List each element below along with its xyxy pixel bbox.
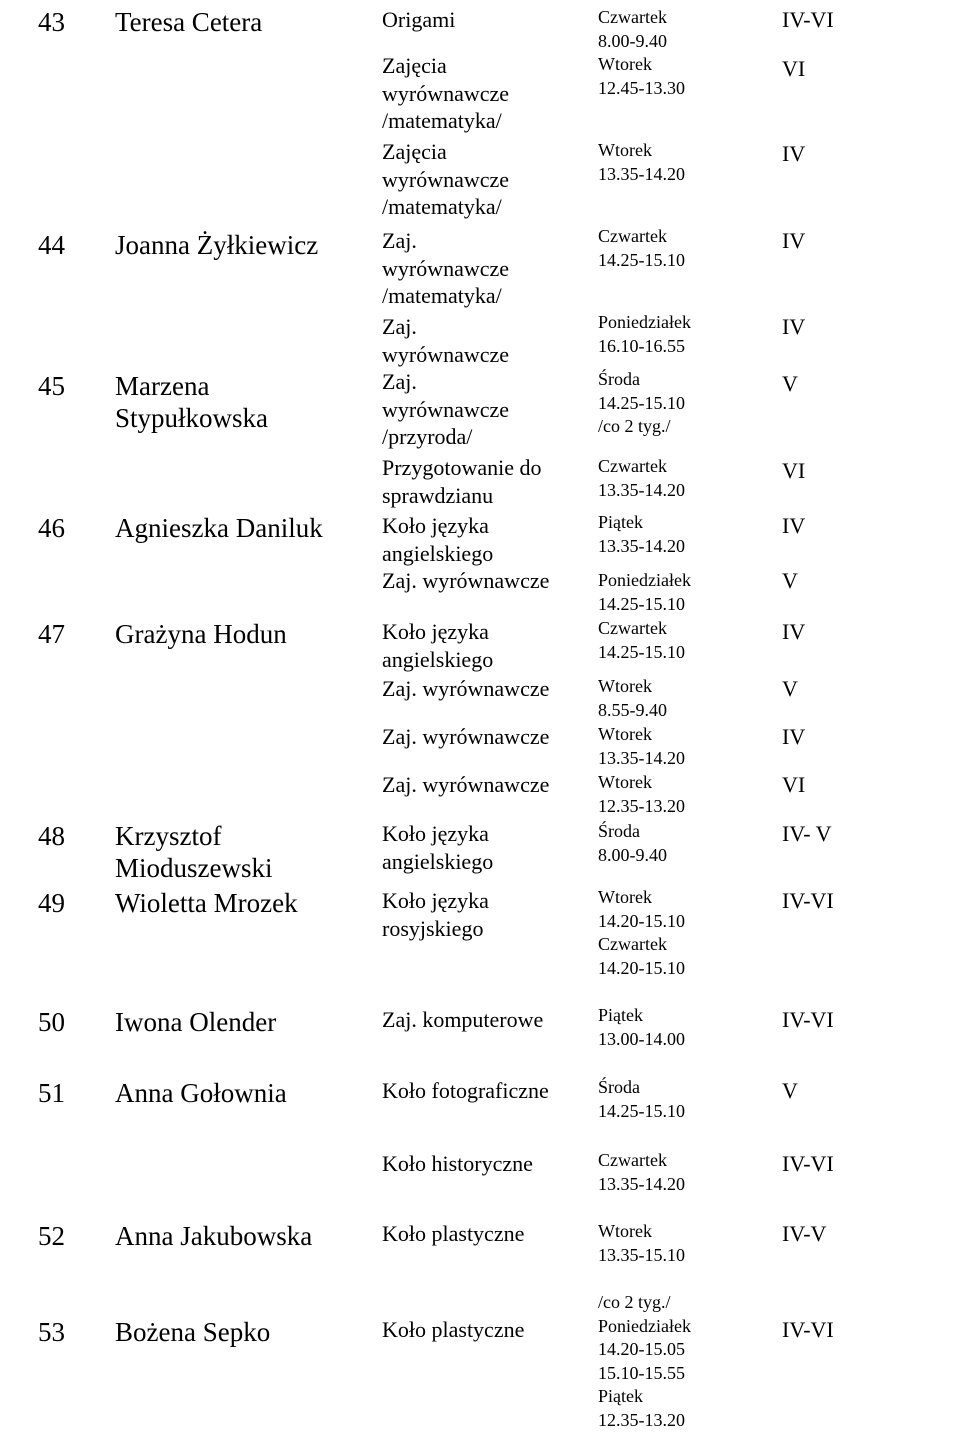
teacher-name: Anna Jakubowska [115,1221,313,1251]
class-range: IV [782,513,806,538]
activity-name: Koło plastyczne [382,1317,525,1342]
class-range: IV-VI [782,7,834,32]
schedule-time: Piątek 13.00-14.00 [598,1005,685,1049]
schedule-time: Środa 14.25-15.10 [598,1077,685,1121]
activity-name: Origami [382,7,456,32]
schedule-time: Piątek 13.35-14.20 [598,512,685,556]
row-number: 47 [38,619,65,649]
teacher-name: Joanna Żyłkiewicz [115,230,319,260]
schedule-time: Wtorek 13.35-14.20 [598,724,685,768]
schedule-time: Poniedziałek 14.25-15.10 [598,570,691,614]
class-range: VI [782,772,806,797]
row-number: 45 [38,371,65,401]
activity-name: Zaj. wyrównawcze [382,772,550,797]
activity-name: Koło fotograficzne [382,1078,549,1103]
activity-name: Koło plastyczne [382,1221,525,1246]
class-range: V [782,1078,798,1103]
class-range: VI [782,56,806,81]
class-range: IV [782,724,806,749]
schedule-time: Wtorek 13.35-14.20 [598,140,685,184]
teacher-name: Iwona Olender [115,1007,277,1037]
activity-name: Koło języka angielskiego [382,821,494,874]
schedule-time: Wtorek 13.35-15.10 [598,1221,685,1265]
row-number: 44 [38,230,65,260]
class-range: VI [782,458,806,483]
class-range: IV-V [782,1221,827,1246]
class-range: V [782,676,798,701]
activity-name: Koło historyczne [382,1151,533,1176]
class-range: IV [782,228,806,253]
row-number: 43 [38,7,65,37]
activity-name: Przygotowanie do sprawdzianu [382,455,542,508]
teacher-name: Marzena Stypułkowska [115,371,269,433]
teacher-name: Anna Gołownia [115,1078,287,1108]
row-number: 48 [38,821,65,851]
activity-name: Zajęcia wyrównawcze /matematyka/ [382,53,510,133]
row-number: 53 [38,1317,65,1347]
activity-name: Zaj. komputerowe [382,1007,544,1032]
class-range: IV-VI [782,1151,834,1176]
class-range: IV [782,141,806,166]
row-number: 50 [38,1007,65,1037]
teacher-name: Bożena Sepko [115,1317,271,1347]
teacher-name: Agnieszka Daniluk [115,513,323,543]
class-range: IV [782,619,806,644]
class-range: V [782,568,798,593]
row-number: 49 [38,888,65,918]
activity-name: Zaj. wyrównawcze [382,724,550,749]
class-range: IV- V [782,821,832,846]
class-range: V [782,371,798,396]
schedule-time: Wtorek 8.55-9.40 [598,676,667,720]
schedule-time: Czwartek 13.35-14.20 [598,456,685,500]
activity-name: Zaj. wyrównawcze [382,568,550,593]
activity-name: Koło języka angielskiego [382,619,494,672]
activity-name: Zaj. wyrównawcze [382,314,510,367]
teacher-name: Teresa Cetera [115,7,263,37]
row-number: 52 [38,1221,65,1251]
class-range: IV-VI [782,1317,834,1342]
teacher-name: Krzysztof Mioduszewski [115,821,273,883]
schedule-time: Wtorek 14.20-15.10 Czwartek 14.20-15.10 [598,887,685,978]
schedule-time: Wtorek 12.35-13.20 [598,772,685,816]
schedule-time: Środa 14.25-15.10 /co 2 tyg./ [598,369,685,436]
class-range: IV-VI [782,1007,834,1032]
row-number: 46 [38,513,65,543]
schedule-time: Czwartek 14.25-15.10 [598,618,685,662]
row-number: 51 [38,1078,65,1108]
schedule-time: Czwartek 14.25-15.10 [598,226,685,270]
teacher-name: Grażyna Hodun [115,619,287,649]
activity-name: Koło języka angielskiego [382,513,494,566]
schedule-time: Środa 8.00-9.40 [598,821,667,865]
activity-name: Koło języka rosyjskiego [382,888,489,941]
activity-name: Zajęcia wyrównawcze /matematyka/ [382,139,510,219]
schedule-time: Czwartek 8.00-9.40 [598,7,667,51]
teacher-name: Wioletta Mrozek [115,888,298,918]
schedule-time: Wtorek 12.45-13.30 [598,54,685,98]
activity-name: Zaj. wyrównawcze /matematyka/ [382,228,510,308]
class-range: IV-VI [782,888,834,913]
class-range: IV [782,314,806,339]
schedule-time: Czwartek 13.35-14.20 [598,1150,685,1194]
activity-name: Zaj. wyrównawcze /przyroda/ [382,369,510,449]
schedule-time: /co 2 tyg./ Poniedziałek 14.20-15.05 15.10-15.55 Piątek 12.35-13.20 [598,1292,691,1430]
schedule-time: Poniedziałek 16.10-16.55 [598,312,691,356]
activity-name: Zaj. wyrównawcze [382,676,550,701]
